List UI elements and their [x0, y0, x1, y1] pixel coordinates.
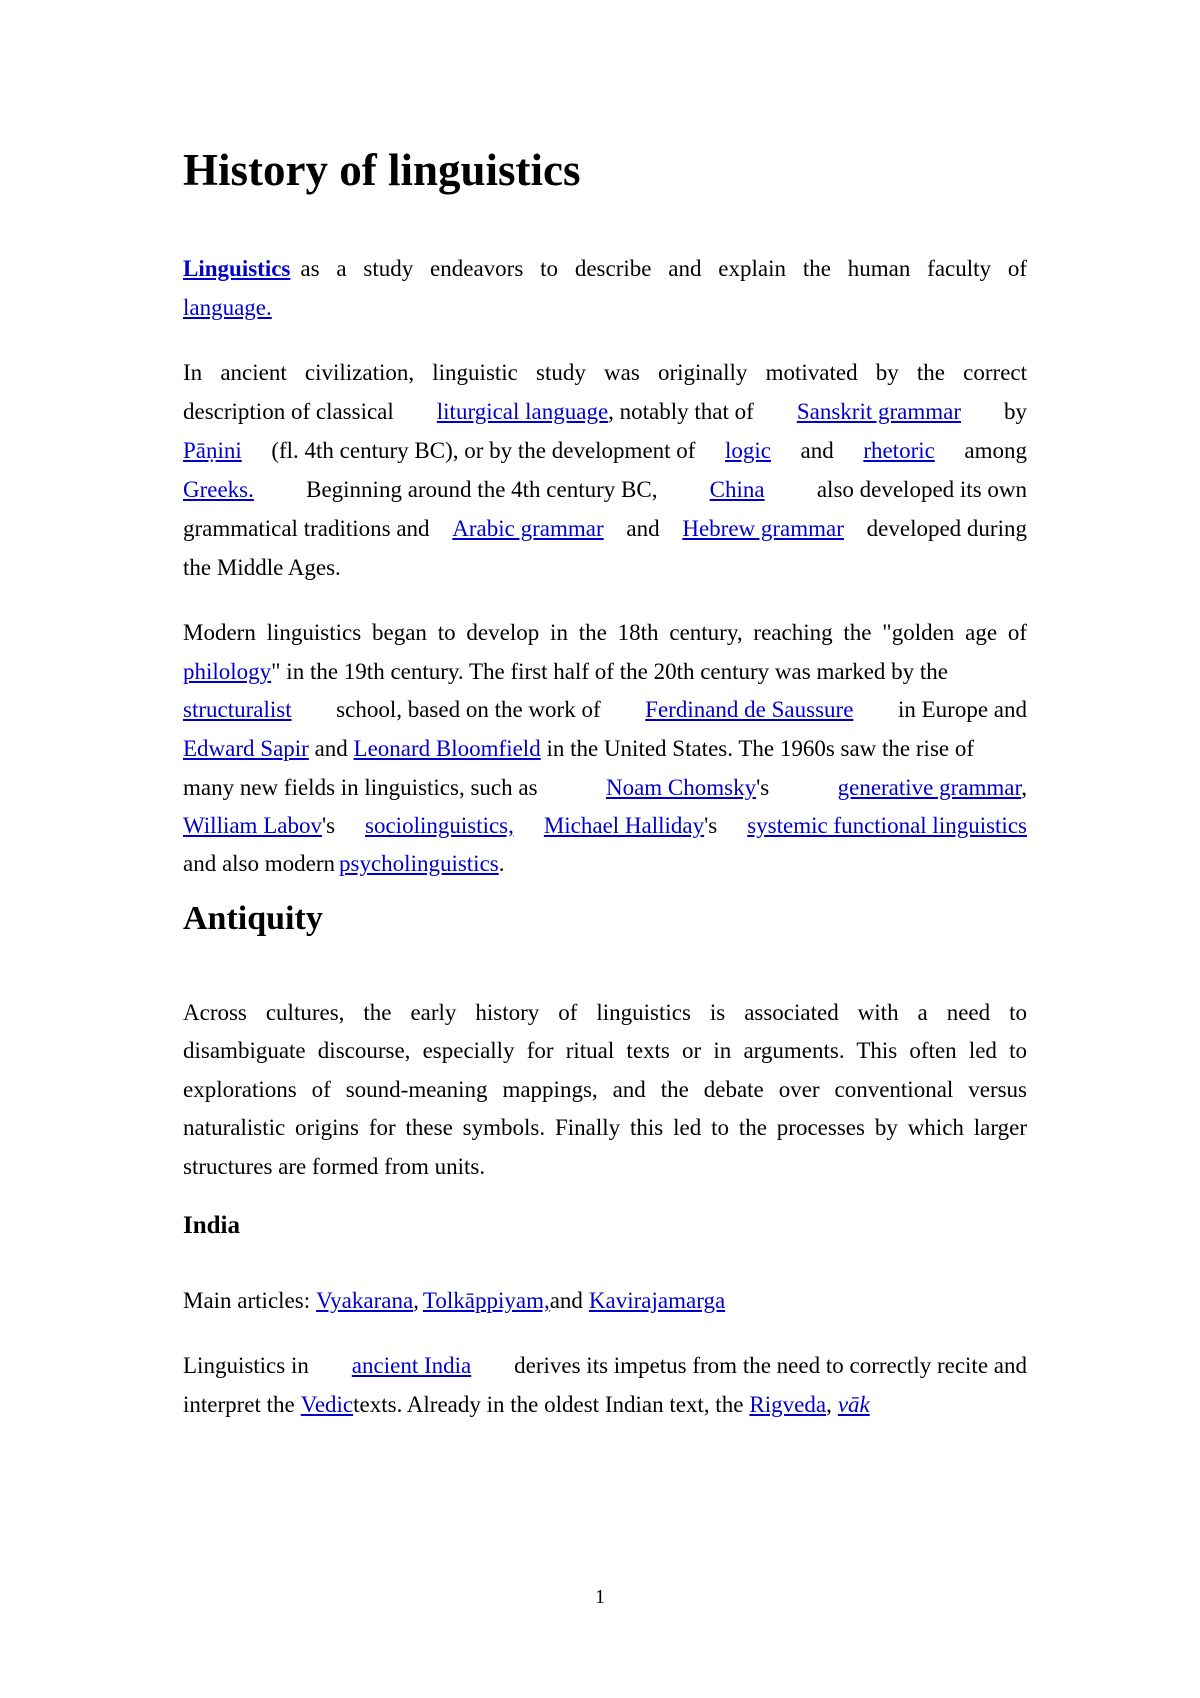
- link-chomsky[interactable]: Noam Chomsky: [605, 775, 757, 800]
- link-panini[interactable]: Pāṇini: [183, 438, 242, 463]
- link-tolkappiyam[interactable]: Tolkāppiyam,: [422, 1288, 550, 1313]
- link-vedic[interactable]: Vedic: [300, 1392, 354, 1417]
- text: also developed its own: [816, 477, 1027, 502]
- text: " in the 19th century. The first half of the 20th century was marked by the: [271, 659, 949, 684]
- p3-line-3: [183, 689, 1027, 731]
- link-greeks[interactable]: Greeks.: [183, 477, 254, 502]
- antiquity-line-3: [183, 1069, 1027, 1111]
- link-rigveda[interactable]: Rigveda: [749, 1392, 827, 1417]
- text: naturalistic origins for these symbols. Finally this led to the processes by which larger: [183, 1115, 1027, 1140]
- section-heading-india: India: [183, 1212, 240, 1239]
- text: ,: [826, 1392, 832, 1417]
- link-china[interactable]: China: [709, 477, 765, 502]
- text: description of classical: [183, 399, 394, 424]
- antiquity-line-2: [183, 1030, 1027, 1072]
- text: many new fields in linguistics, such as: [183, 775, 538, 800]
- text: interpret the: [183, 1392, 295, 1417]
- p2-line-3: [183, 430, 1027, 472]
- page-number: 1: [595, 1586, 605, 1608]
- link-kavirajamarga[interactable]: Kavirajamarga: [588, 1288, 726, 1313]
- link-sanskrit-grammar[interactable]: Sanskrit grammar: [796, 399, 961, 424]
- link-arabic-grammar[interactable]: Arabic grammar: [452, 516, 604, 541]
- text: 's: [756, 775, 770, 800]
- link-halliday[interactable]: Michael Halliday: [543, 813, 705, 838]
- text: the Middle Ages.: [183, 555, 341, 580]
- text: .: [498, 851, 505, 876]
- link-sociolinguistics[interactable]: sociolinguistics,: [365, 813, 514, 838]
- antiquity-line-5: [183, 1146, 1027, 1188]
- text: Across cultures, the early history of linguistics is associated with a need to: [183, 1000, 1027, 1025]
- text: and: [800, 438, 834, 463]
- page-title: History of linguistics: [183, 145, 581, 195]
- link-liturgical-language[interactable]: liturgical language: [436, 399, 609, 424]
- link-vyakarana[interactable]: Vyakarana: [316, 1288, 414, 1313]
- text: ,: [413, 1288, 419, 1313]
- p2-line-5: [183, 508, 1027, 550]
- link-structuralist[interactable]: structuralist: [183, 697, 292, 722]
- p3-line-2: [183, 651, 1027, 693]
- p3-line-7: [183, 843, 1027, 885]
- text: , notably that of: [608, 399, 754, 424]
- link-philology[interactable]: philology: [183, 659, 272, 684]
- text: and: [549, 1288, 583, 1313]
- link-psycholinguistics[interactable]: psycholinguistics: [339, 851, 499, 876]
- link-systemic-functional[interactable]: systemic functional linguistics: [747, 813, 1027, 838]
- p3-line-4: [183, 728, 1027, 770]
- text: texts. Already in the oldest Indian text, the: [353, 1392, 744, 1417]
- link-language[interactable]: language.: [183, 295, 272, 320]
- text: school, based on the work of: [336, 697, 601, 722]
- p2-line-1: [183, 352, 1027, 394]
- link-saussure[interactable]: Ferdinand de Saussure: [645, 697, 854, 722]
- text: explorations of sound-meaning mappings, and the debate over conventional versus: [183, 1077, 1027, 1102]
- link-hebrew-grammar[interactable]: Hebrew grammar: [682, 516, 844, 541]
- text: Modern linguistics began to develop in the 18th century, reaching the "golden age of: [183, 620, 1027, 645]
- text: developed during: [866, 516, 1027, 541]
- section-heading-antiquity: Antiquity: [183, 900, 323, 937]
- link-linguistics[interactable]: Linguistics: [183, 256, 291, 281]
- india-main-articles: [183, 1280, 1027, 1322]
- text: derives its impetus from the need to correctly recite and: [514, 1353, 1027, 1378]
- text: and also modern: [183, 851, 336, 876]
- text: 's: [321, 813, 336, 838]
- p2-line-6: [183, 547, 1027, 589]
- india-line-1: [183, 1345, 1027, 1387]
- india-line-2: [183, 1384, 1027, 1426]
- link-labov[interactable]: William Labov: [183, 813, 322, 838]
- intro-line-1: [183, 248, 1027, 290]
- text: among: [964, 438, 1027, 463]
- link-vak[interactable]: vāk: [837, 1392, 870, 1417]
- text: grammatical traditions and: [183, 516, 430, 541]
- text: Main articles:: [183, 1288, 311, 1313]
- antiquity-line-1: [183, 992, 1027, 1034]
- text: in the United States. The 1960s saw the rise of: [546, 736, 975, 761]
- text: ,: [1021, 775, 1027, 800]
- text: by: [1004, 399, 1027, 424]
- text: In ancient civilization, linguistic study was originally motivated by the correct: [183, 360, 1027, 385]
- text: and: [314, 736, 348, 761]
- text: in Europe and: [897, 697, 1027, 722]
- intro-line-2: [183, 287, 1027, 329]
- text: Linguistics in: [183, 1353, 309, 1378]
- p3-line-5: [183, 767, 1027, 809]
- p2-line-4: [183, 469, 1027, 511]
- text: and: [626, 516, 660, 541]
- link-generative-grammar[interactable]: generative grammar: [837, 775, 1022, 800]
- p2-line-2: [183, 391, 1027, 433]
- text: (fl. 4th century BC), or by the development of: [271, 438, 696, 463]
- link-ancient-india[interactable]: ancient India: [351, 1353, 472, 1378]
- text: structures are formed from units.: [183, 1154, 486, 1179]
- p3-line-6: [183, 805, 1027, 847]
- link-edward-sapir[interactable]: Edward Sapir: [183, 736, 309, 761]
- text: Beginning around the 4th century BC,: [306, 477, 658, 502]
- link-bloomfield[interactable]: Leonard Bloomfield: [353, 736, 541, 761]
- link-rhetoric[interactable]: rhetoric: [863, 438, 935, 463]
- text: disambiguate discourse, especially for ritual texts or in arguments. This often led to: [183, 1038, 1027, 1063]
- text: as a study endeavors to describe and explain the human faculty of: [300, 256, 1027, 281]
- p3-line-1: [183, 612, 1027, 654]
- text: 's: [704, 813, 718, 838]
- antiquity-line-4: [183, 1107, 1027, 1149]
- link-logic[interactable]: logic: [725, 438, 771, 463]
